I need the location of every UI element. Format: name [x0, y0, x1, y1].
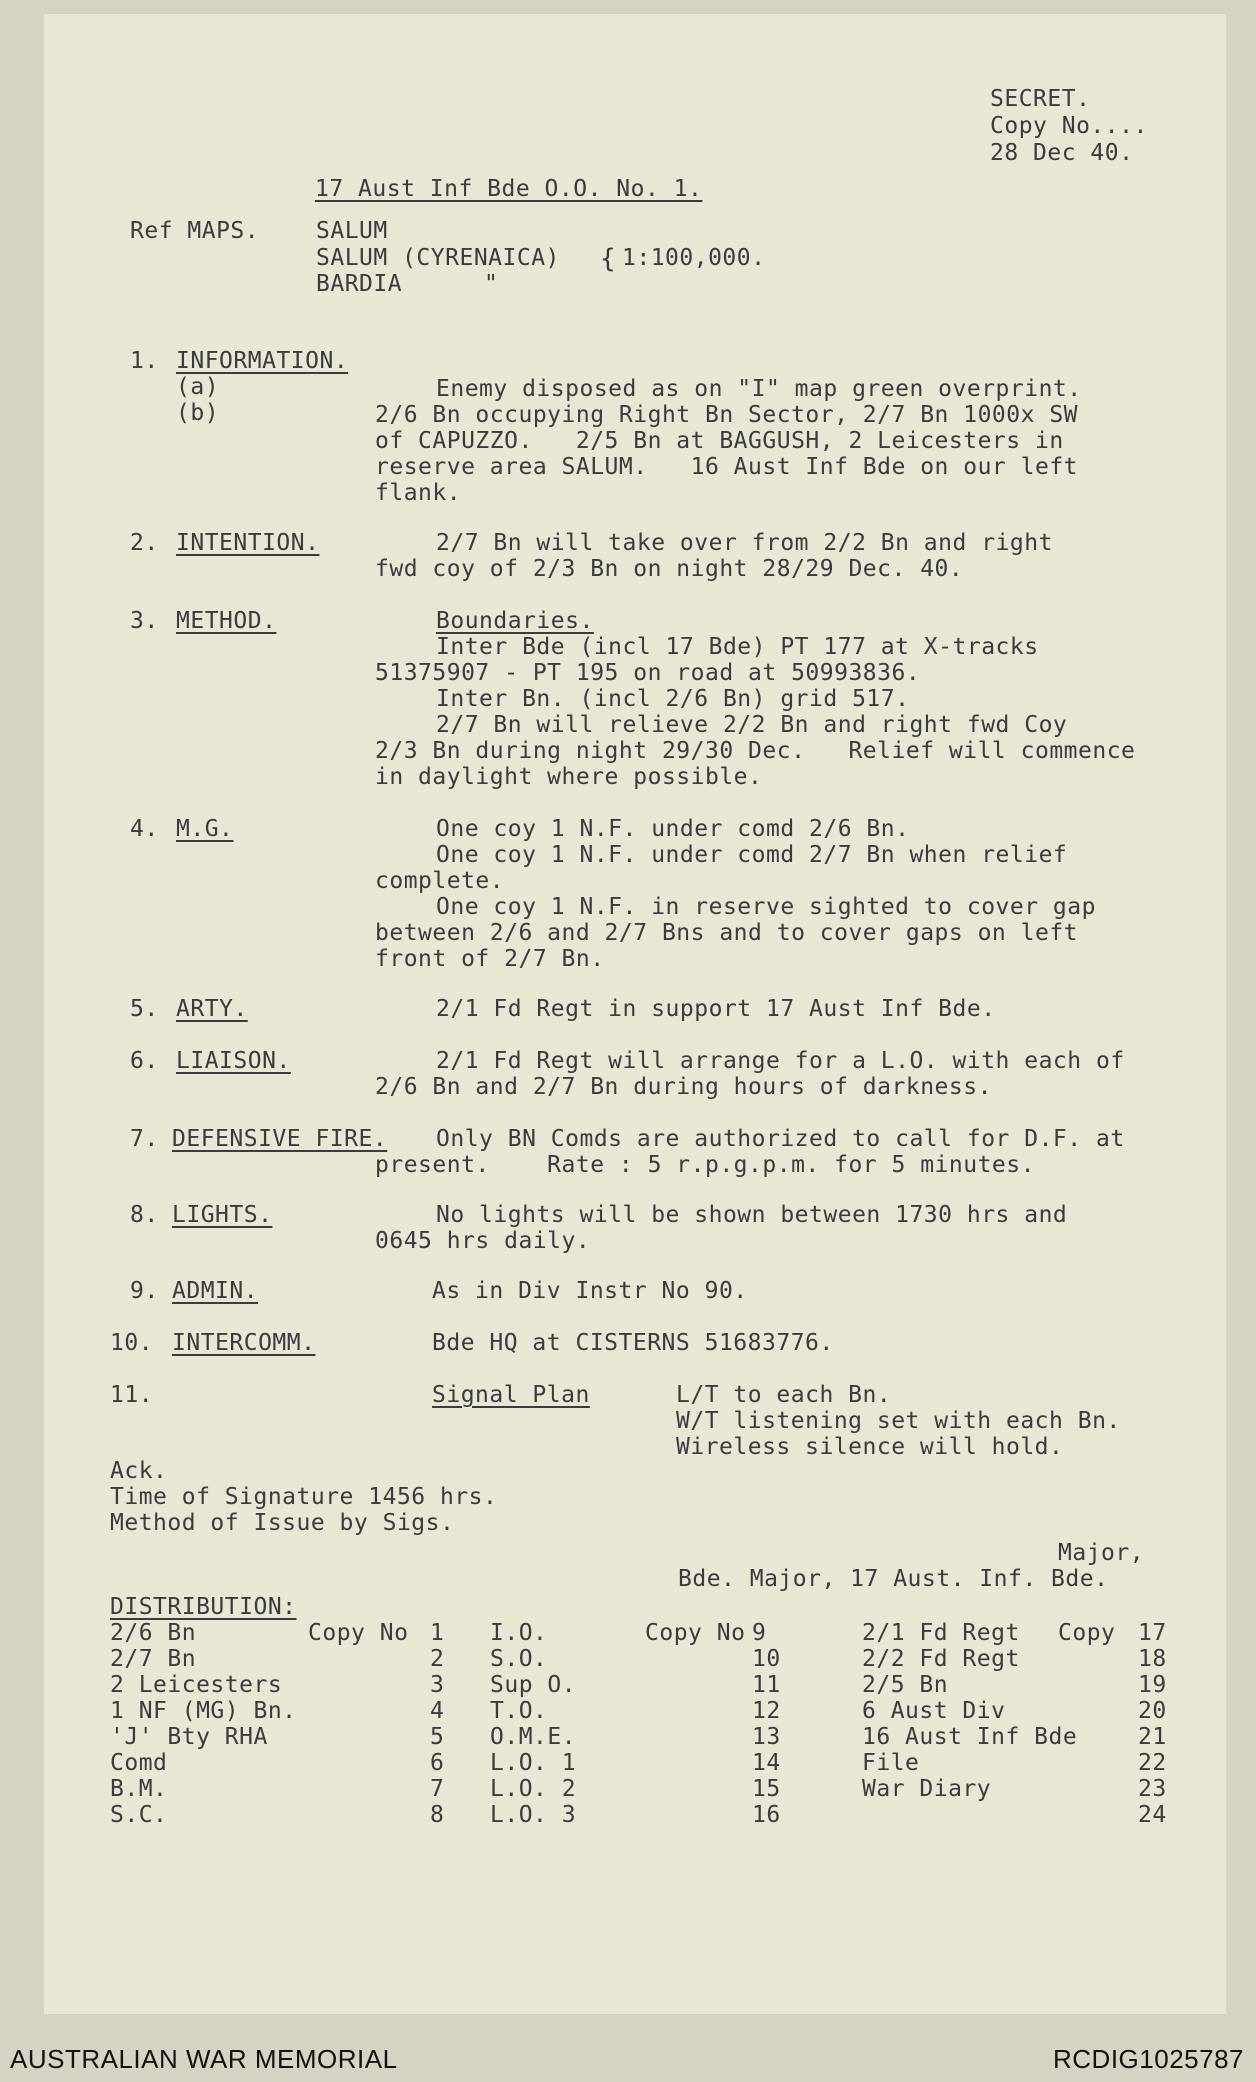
dist-copy: 22: [1138, 1750, 1167, 1776]
dist-copy: 17: [1138, 1620, 1167, 1646]
para-5-text: 2/1 Fd Regt in support 17 Aust Inf Bde.: [436, 996, 996, 1022]
para-3-line: 51375907 - PT 195 on road at 50993836.: [375, 660, 921, 686]
signature-appointment: Bde. Major, 17 Aust. Inf. Bde.: [678, 1566, 1109, 1592]
dist-copy: 12: [752, 1698, 781, 1724]
dist-copy: 3: [430, 1672, 445, 1698]
para-4-line: One coy 1 N.F. in reserve sighted to cover gap: [436, 894, 1096, 920]
dist-name: S.C.: [110, 1802, 168, 1828]
para-11-line: W/T listening set with each Bn.: [676, 1408, 1121, 1434]
para-1-heading: INFORMATION.: [176, 348, 349, 374]
dist-copy: 9: [752, 1620, 767, 1646]
map-bracket: {: [600, 244, 616, 274]
dist-copy: 6: [430, 1750, 445, 1776]
dist-name: O.M.E.: [490, 1724, 577, 1750]
dist-name: L.O. 2: [490, 1776, 577, 1802]
copy-label: Copy No: [308, 1620, 409, 1646]
dist-name: B.M.: [110, 1776, 168, 1802]
para-11-heading: Signal Plan: [432, 1382, 590, 1408]
dist-copy: 7: [430, 1776, 445, 1802]
para-7-line: Only BN Comds are authorized to call for D.F. at: [436, 1126, 1125, 1152]
dist-name: 1 NF (MG) Bn.: [110, 1698, 297, 1724]
para-1-line: reserve area SALUM. 16 Aust Inf Bde on our left: [375, 454, 1079, 480]
para-8-line: No lights will be shown between 1730 hrs and: [436, 1202, 1068, 1228]
para-4-line: complete.: [375, 868, 505, 894]
para-8-line: 0645 hrs daily.: [375, 1228, 591, 1254]
dist-copy: 14: [752, 1750, 781, 1776]
para-6-line: 2/1 Fd Regt will arrange for a L.O. with each of: [436, 1048, 1125, 1074]
para-8-heading: LIGHTS.: [172, 1202, 273, 1228]
copy-label: Copy No: [645, 1620, 746, 1646]
para-3-heading: METHOD.: [176, 608, 277, 634]
order-title: 17 Aust Inf Bde O.O. No. 1.: [315, 176, 703, 202]
method-of-issue: Method of Issue by Sigs.: [110, 1510, 455, 1536]
para-1-line: flank.: [375, 480, 462, 506]
para-11-line: L/T to each Bn.: [676, 1382, 892, 1408]
para-3-line: Inter Bde (incl 17 Bde) PT 177 at X-tracks: [436, 634, 1039, 660]
para-4-line: front of 2/7 Bn.: [375, 946, 605, 972]
dist-name: War Diary: [862, 1776, 992, 1802]
map-ditto: ": [484, 271, 499, 297]
dist-name: 6 Aust Div: [862, 1698, 1006, 1724]
dist-copy: 8: [430, 1802, 445, 1828]
map-3: BARDIA: [316, 271, 403, 297]
para-1-line: of CAPUZZO. 2/5 Bn at BAGGUSH, 2 Leicesters in: [375, 428, 1064, 454]
para-3-subheading: Boundaries.: [436, 608, 594, 634]
para-4-line: One coy 1 N.F. under comd 2/7 Bn when relief: [436, 842, 1068, 868]
para-8-num: 8.: [130, 1202, 159, 1228]
dist-name: 2/2 Fd Regt: [862, 1646, 1020, 1672]
dist-copy: 24: [1138, 1802, 1167, 1828]
para-4-line: One coy 1 N.F. under comd 2/6 Bn.: [436, 816, 910, 842]
para-10-text: Bde HQ at CISTERNS 51683776.: [432, 1330, 834, 1356]
para-1-num: 1.: [130, 348, 159, 374]
dist-copy: 18: [1138, 1646, 1167, 1672]
para-10-heading: INTERCOMM.: [172, 1330, 316, 1356]
dist-copy: 16: [752, 1802, 781, 1828]
dist-name: 2 Leicesters: [110, 1672, 283, 1698]
dist-copy: 23: [1138, 1776, 1167, 1802]
para-4-num: 4.: [130, 816, 159, 842]
dist-copy: 2: [430, 1646, 445, 1672]
dist-name: L.O. 1: [490, 1750, 577, 1776]
para-2-num: 2.: [130, 530, 159, 556]
classification: SECRET.: [990, 86, 1091, 112]
map-2: SALUM (CYRENAICA): [316, 245, 560, 271]
para-3-line: Inter Bn. (incl 2/6 Bn) grid 517.: [436, 686, 910, 712]
para-2-heading: INTENTION.: [176, 530, 320, 556]
para-3-line: in daylight where possible.: [375, 764, 763, 790]
para-1-sub-b: (b): [176, 400, 220, 426]
dist-name: 16 Aust Inf Bde: [862, 1724, 1078, 1750]
distribution-heading: DISTRIBUTION:: [110, 1594, 297, 1620]
para-7-heading: DEFENSIVE FIRE.: [172, 1126, 388, 1152]
dist-name: S.O.: [490, 1646, 548, 1672]
dist-copy: 5: [430, 1724, 445, 1750]
para-1-line: 2/6 Bn occupying Right Bn Sector, 2/7 Bn 1000x SW: [375, 402, 1079, 428]
para-3-line: 2/3 Bn during night 29/30 Dec. Relief will commence: [375, 738, 1136, 764]
footer-source: AUSTRALIAN WAR MEMORIAL: [10, 2044, 398, 2074]
footer-id: RCDIG1025787: [1053, 2044, 1244, 2074]
dist-copy: 20: [1138, 1698, 1167, 1724]
dist-copy: 11: [752, 1672, 781, 1698]
copy-number: Copy No....: [990, 113, 1148, 139]
dist-name: 'J' Bty RHA: [110, 1724, 268, 1750]
para-1-line: Enemy disposed as on "I" map green overprint.: [436, 376, 1082, 402]
dist-copy: 10: [752, 1646, 781, 1672]
para-2-line: fwd coy of 2/3 Bn on night 28/29 Dec. 40.: [375, 556, 964, 582]
date: 28 Dec 40.: [990, 140, 1134, 166]
dist-name: 2/7 Bn: [110, 1646, 197, 1672]
para-11-line: Wireless silence will hold.: [676, 1434, 1064, 1460]
map-1: SALUM: [316, 218, 388, 244]
para-4-line: between 2/6 and 2/7 Bns and to cover gaps on left: [375, 920, 1079, 946]
dist-name: Sup O.: [490, 1672, 577, 1698]
dist-name: File: [862, 1750, 920, 1776]
para-9-num: 9.: [130, 1278, 159, 1304]
dist-copy: 13: [752, 1724, 781, 1750]
dist-copy: 4: [430, 1698, 445, 1724]
ref-maps-label: Ref MAPS.: [130, 218, 260, 244]
dist-name: 2/5 Bn: [862, 1672, 949, 1698]
dist-name: I.O.: [490, 1620, 548, 1646]
para-2-line: 2/7 Bn will take over from 2/2 Bn and right: [436, 530, 1053, 556]
para-6-line: 2/6 Bn and 2/7 Bn during hours of darkness.: [375, 1074, 992, 1100]
dist-name: L.O. 3: [490, 1802, 577, 1828]
para-4-heading: M.G.: [176, 816, 234, 842]
time-of-signature: Time of Signature 1456 hrs.: [110, 1484, 498, 1510]
copy-label: Copy: [1058, 1620, 1116, 1646]
para-9-text: As in Div Instr No 90.: [432, 1278, 748, 1304]
para-3-line: 2/7 Bn will relieve 2/2 Bn and right fwd Coy: [436, 712, 1068, 738]
para-3-num: 3.: [130, 608, 159, 634]
dist-name: T.O.: [490, 1698, 548, 1724]
dist-name: Comd: [110, 1750, 168, 1776]
para-1-sub-a: (a): [176, 374, 220, 400]
para-6-num: 6.: [130, 1048, 159, 1074]
para-5-num: 5.: [130, 996, 159, 1022]
para-11-num: 11.: [110, 1382, 154, 1408]
para-5-heading: ARTY.: [176, 996, 248, 1022]
dist-name: 2/6 Bn: [110, 1620, 197, 1646]
map-scale: 1:100,000.: [622, 245, 766, 271]
signature-rank: Major,: [1058, 1540, 1145, 1566]
dist-copy: 21: [1138, 1724, 1167, 1750]
dist-copy: 19: [1138, 1672, 1167, 1698]
dist-name: 2/1 Fd Regt: [862, 1620, 1020, 1646]
para-7-line: present. Rate : 5 r.p.g.p.m. for 5 minutes.: [375, 1152, 1035, 1178]
para-10-num: 10.: [110, 1330, 154, 1356]
para-6-heading: LIAISON.: [176, 1048, 291, 1074]
para-7-num: 7.: [130, 1126, 159, 1152]
para-9-heading: ADMIN.: [172, 1278, 259, 1304]
dist-copy: 15: [752, 1776, 781, 1802]
ack: Ack.: [110, 1458, 168, 1484]
dist-copy: 1: [430, 1620, 445, 1646]
